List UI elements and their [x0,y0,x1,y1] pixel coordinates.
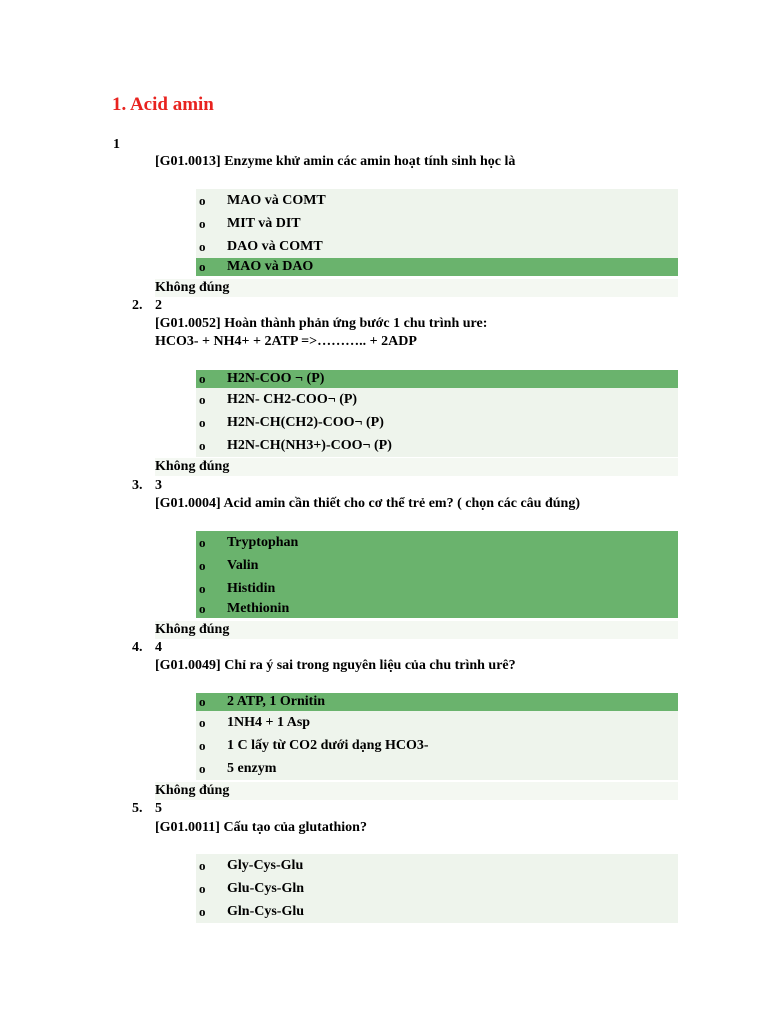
option-label: MAO và DAO [227,259,314,274]
answer-option[interactable] [196,434,678,457]
status-bar [155,621,678,639]
circle-bullet-icon: o [199,557,206,573]
question-3-text: [G01.0004] Acid amin cần thiết cho cơ thể trẻ em? ( chọn các câu đúng) [155,496,580,511]
question-4-options [196,693,678,780]
question-3-options [196,531,678,618]
circle-bullet-icon: o [199,215,206,231]
circle-bullet-icon: o [199,601,206,616]
question-4-marker: 4. [132,640,143,655]
answer-option-selected[interactable] [196,693,678,711]
circle-bullet-icon: o [199,391,206,407]
status-bar [155,782,678,800]
status-bar [155,279,678,297]
answer-option[interactable] [196,877,678,900]
answer-option[interactable] [196,734,678,757]
question-5-text: [G01.0011] Cấu tạo của glutathion? [155,820,367,835]
option-label: Valin [227,557,259,573]
option-label: DAO và COMT [227,238,323,254]
question-1-number: 1 [113,137,120,152]
question-1-options [196,189,678,276]
circle-bullet-icon: o [199,437,206,453]
question-4-text: [G01.0049] Chỉ ra ý sai trong nguyên liệu của chu trình urê? [155,658,516,673]
question-2-equation: HCO3- + NH4+ + 2ATP =>……….. + 2ADP [155,334,417,349]
option-label: H2N-CH(NH3+)-COO¬ (P) [227,437,392,453]
option-label: Gln-Cys-Glu [227,903,305,919]
question-2-text: [G01.0052] Hoàn thành phản ứng bước 1 chu trình ure: [155,316,488,331]
question-5-number: 5 [155,801,162,816]
circle-bullet-icon: o [199,714,206,730]
option-label: 1NH4 + 1 Asp [227,714,311,730]
answer-option-selected[interactable] [196,258,678,276]
answer-option[interactable] [196,388,678,411]
question-4-status: Không đúng [155,783,230,798]
option-label: Tryptophan [227,534,299,550]
option-label: H2N- CH2-COO¬ (P) [227,391,358,407]
answer-option[interactable] [196,900,678,923]
option-label: Histidin [227,580,276,596]
question-4-number: 4 [155,640,162,655]
question-5-options [196,854,678,923]
circle-bullet-icon: o [199,694,206,709]
answer-option[interactable] [196,212,678,235]
question-2-marker: 2. [132,298,143,313]
question-2-number: 2 [155,298,162,313]
answer-option-selected[interactable] [196,600,678,618]
option-label: MAO và COMT [227,192,326,208]
question-2-status: Không đúng [155,459,230,474]
answer-option[interactable] [196,757,678,780]
question-5-marker: 5. [132,801,143,816]
answer-option-selected[interactable] [196,370,678,388]
option-label: Methionin [227,601,290,616]
answer-option-selected[interactable] [196,554,678,577]
question-3-marker: 3. [132,478,143,493]
status-bar [155,458,678,476]
option-label: H2N-CH(CH2)-COO¬ (P) [227,414,384,430]
question-1-text: [G01.0013] Enzyme khử amin các amin hoạt tính sinh học là [155,154,516,169]
answer-option[interactable] [196,854,678,877]
option-label: H2N-COO ¬ (P) [227,371,325,386]
question-1-status: Không đúng [155,280,230,295]
option-label: 2 ATP, 1 Ornitin [227,694,326,709]
question-3-status: Không đúng [155,622,230,637]
circle-bullet-icon: o [199,259,206,274]
circle-bullet-icon: o [199,534,206,550]
answer-option-selected[interactable] [196,577,678,600]
option-label: MIT và DIT [227,215,301,231]
option-label: 5 enzym [227,760,277,776]
option-label: Gly-Cys-Glu [227,857,304,873]
option-label: 1 C lấy từ CO2 dưới dạng HCO3- [227,737,429,753]
circle-bullet-icon: o [199,371,206,386]
circle-bullet-icon: o [199,737,206,753]
question-3-number: 3 [155,478,162,493]
circle-bullet-icon: o [199,903,206,919]
answer-option[interactable] [196,235,678,258]
circle-bullet-icon: o [199,580,206,596]
section-title: 1. Acid amin [112,94,214,115]
answer-option[interactable] [196,711,678,734]
answer-option-selected[interactable] [196,531,678,554]
circle-bullet-icon: o [199,880,206,896]
question-2-options [196,370,678,457]
circle-bullet-icon: o [199,238,206,254]
answer-option[interactable] [196,189,678,212]
circle-bullet-icon: o [199,414,206,430]
option-label: Glu-Cys-Gln [227,880,305,896]
circle-bullet-icon: o [199,760,206,776]
circle-bullet-icon: o [199,857,206,873]
circle-bullet-icon: o [199,192,206,208]
answer-option[interactable] [196,411,678,434]
